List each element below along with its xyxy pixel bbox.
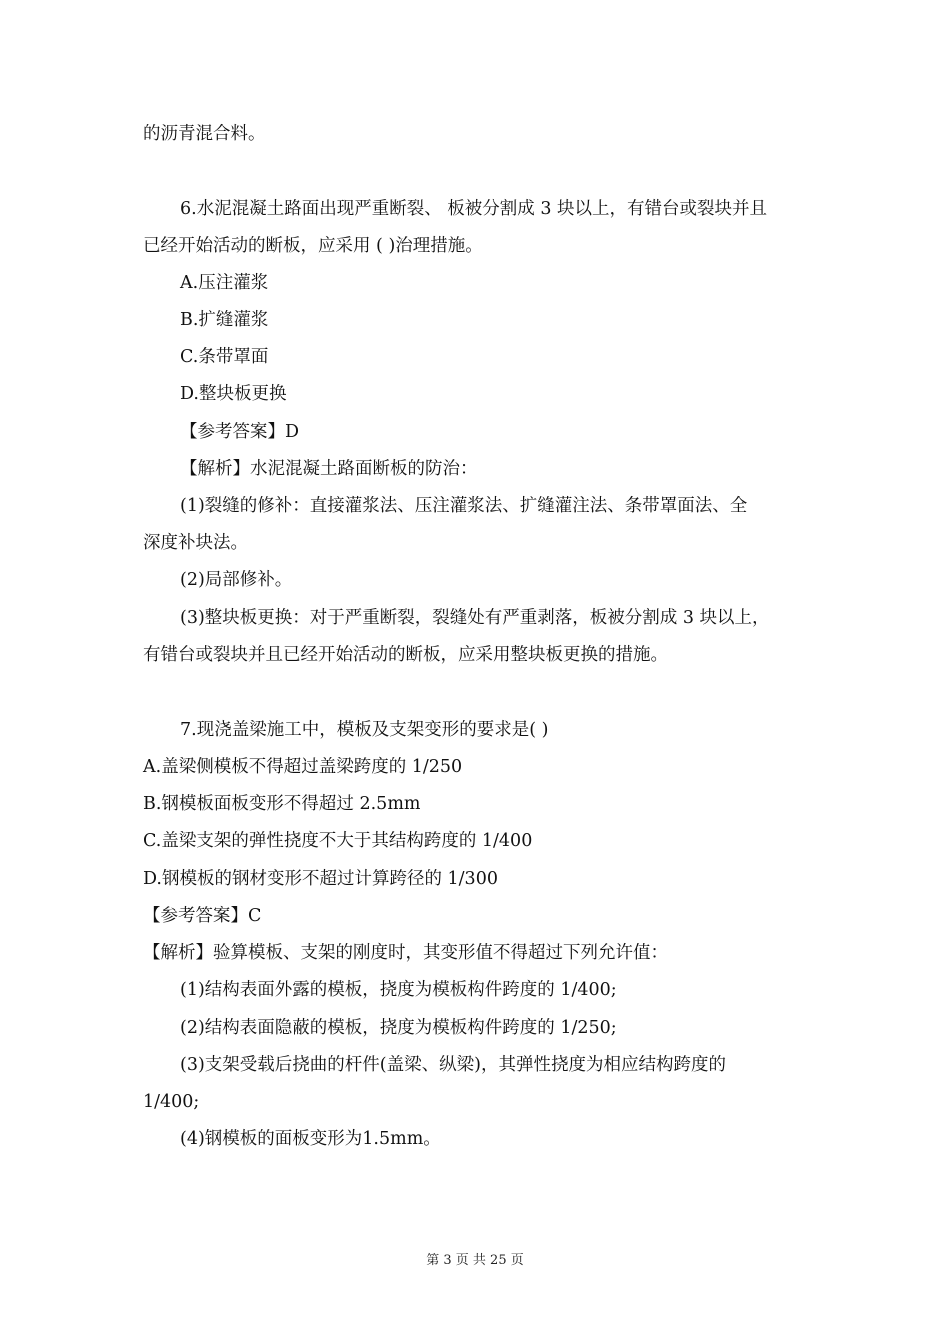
q6-stem-line-1: 6.水泥混凝土路面出现严重断裂、 板被分割成 3 块以上，有错台或裂块并且 (180, 199, 768, 219)
q7-option-d: D.钢模板的钢材变形不超过计算跨径的 1/300 (143, 869, 498, 889)
q6-analysis-line: 深度补块法。 (143, 533, 248, 553)
q7-analysis-title: 【解析】验算模板、支架的刚度时，其变形值不得超过下列允许值： (143, 943, 668, 963)
q6-answer: 【参考答案】D (180, 422, 300, 442)
q6-analysis-line: 有错台或裂块并且已经开始活动的断板，应采用整块板更换的措施。 (143, 645, 668, 665)
q6-option-b: B.扩缝灌浆 (180, 310, 269, 330)
q6-analysis-title: 【解析】水泥混凝土路面断板的防治： (180, 459, 478, 479)
q7-analysis-line: 1/400; (143, 1092, 200, 1112)
q7-analysis-line: (4)钢模板的面板变形为1.5mm。 (180, 1129, 441, 1149)
q6-stem-line-2: 已经开始活动的断板，应采用 ( )治理措施。 (143, 236, 483, 256)
q7-analysis-line: (3)支架受载后挠曲的杆件(盖梁、纵梁)，其弹性挠度为相应结构跨度的 (180, 1055, 726, 1075)
q6-analysis-line: (3)整块板更换：对于严重断裂，裂缝处有严重剥落，板被分割成 3 块以上， (180, 608, 770, 628)
q6-analysis-line: (2)局部修补。 (180, 570, 293, 590)
intro-tail: 的沥青混合料。 (143, 124, 266, 144)
q6-option-a: A.压注灌浆 (180, 273, 269, 293)
q7-option-c: C.盖梁支架的弹性挠度不大于其结构跨度的 1/400 (143, 831, 533, 851)
q7-option-b: B.钢模板面板变形不得超过 2.5mm (143, 794, 421, 814)
q7-analysis-line: (2)结构表面隐蔽的模板，挠度为模板构件跨度的 1/250; (180, 1018, 617, 1038)
q6-option-d: D.整块板更换 (180, 384, 287, 404)
q7-option-a: A.盖梁侧模板不得超过盖梁跨度的 1/250 (143, 757, 463, 777)
q7-analysis-line: (1)结构表面外露的模板，挠度为模板构件跨度的 1/400; (180, 980, 617, 1000)
q7-answer: 【参考答案】C (143, 906, 262, 926)
page-footer: 第 3 页 共 25 页 (426, 1253, 524, 1268)
q6-option-c: C.条带罩面 (180, 347, 269, 367)
q7-stem: 7.现浇盖梁施工中，模板及支架变形的要求是( ) (180, 720, 549, 740)
q6-analysis-line: (1)裂缝的修补：直接灌浆法、压注灌浆法、扩缝灌注法、条带罩面法、全 (180, 496, 748, 516)
